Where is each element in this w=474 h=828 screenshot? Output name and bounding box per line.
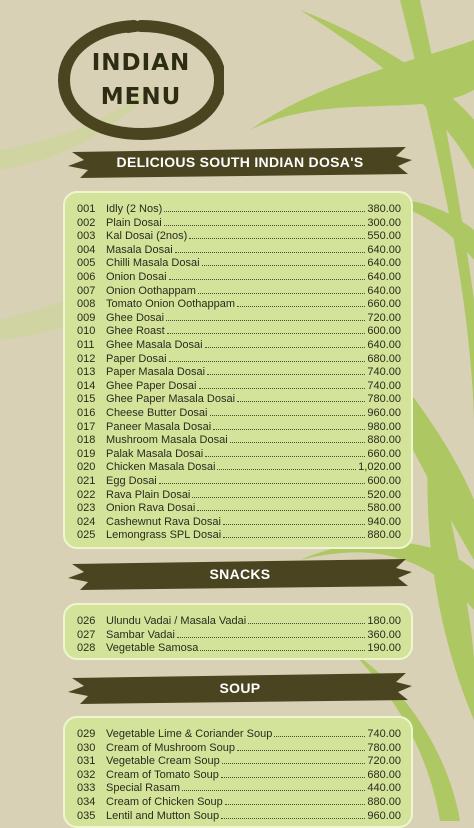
item-name: Cheese Butter Dosai: [106, 407, 208, 419]
section-banner-soup: [66, 670, 414, 706]
dot-leader: [164, 201, 365, 212]
item-name: Chicken Masala Dosai: [106, 461, 216, 474]
item-number: 003: [77, 230, 96, 243]
dot-leader: [221, 808, 365, 819]
item-number: 033: [77, 782, 96, 795]
item-price: 640.00: [367, 257, 401, 270]
item-number: 007: [77, 284, 96, 297]
menu-item: [77, 296, 401, 309]
item-name: Vegetable Lime & Coriander Soup: [106, 728, 273, 740]
item-number: 022: [77, 488, 96, 501]
item-name: Mushroom Masala Dosai: [106, 434, 228, 447]
item-price: 740.00: [367, 728, 401, 740]
item-price: 640.00: [367, 243, 401, 256]
item-price: 940.00: [367, 515, 401, 528]
dot-leader: [213, 419, 365, 430]
item-name: Lemongrass SPL Dosai: [106, 529, 222, 542]
menu-item: [77, 391, 401, 404]
item-price: 740.00: [367, 366, 401, 379]
dot-leader: [167, 323, 366, 334]
item-price: 740.00: [367, 379, 401, 392]
dot-leader: [192, 487, 365, 498]
menu-item: [77, 215, 401, 228]
item-price: 300.00: [367, 216, 401, 229]
item-price: 1,020.00: [358, 461, 401, 474]
menu-item: [77, 613, 401, 626]
item-number: 008: [77, 298, 96, 311]
item-number: 024: [77, 515, 96, 528]
dot-leader: [175, 242, 366, 253]
item-price: 660.00: [367, 298, 401, 311]
item-number: 013: [77, 366, 96, 379]
menu-item: [77, 627, 401, 640]
item-price: 600.00: [367, 475, 401, 487]
item-price: 640.00: [367, 284, 401, 297]
dot-leader: [169, 351, 366, 362]
item-name: Lentil and Mutton Soup: [106, 809, 220, 822]
menu-item: [77, 432, 401, 445]
dot-leader: [166, 310, 365, 321]
menu-item: [77, 242, 401, 255]
menu-item: [77, 487, 401, 500]
menu-item: [77, 323, 401, 336]
item-number: 017: [77, 420, 96, 433]
item-number: 012: [77, 352, 96, 365]
dot-leader: [169, 269, 366, 280]
menu-item: [77, 419, 401, 432]
item-name: Paper Dosai: [106, 352, 167, 365]
item-name: Ghee Paper Dosai: [106, 379, 197, 392]
menu-item: [77, 364, 401, 377]
item-number: 015: [77, 393, 96, 406]
item-price: 360.00: [367, 628, 401, 641]
item-name: Ghee Masala Dosai: [106, 339, 203, 351]
menu-item: [77, 794, 401, 807]
menu-item: [77, 640, 401, 653]
item-number: 023: [77, 502, 96, 515]
menu-panel-dosa: [63, 191, 413, 549]
item-name: Egg Dosai: [106, 475, 157, 487]
item-number: 021: [77, 475, 96, 487]
item-name: Special Rasam: [106, 782, 180, 795]
menu-item: [77, 527, 401, 540]
menu-item: [77, 780, 401, 793]
dot-leader: [182, 780, 365, 791]
item-price: 980.00: [367, 420, 401, 433]
menu-item: [77, 753, 401, 766]
item-price: 680.00: [367, 768, 401, 781]
item-name: Rava Plain Dosai: [106, 488, 191, 501]
dot-leader: [221, 767, 365, 778]
item-number: 034: [77, 796, 96, 808]
item-number: 030: [77, 741, 96, 754]
item-name: Cashewnut Rava Dosai: [106, 515, 221, 528]
dot-leader: [223, 527, 365, 538]
item-name: Tomato Onion Oothappam: [106, 298, 236, 311]
item-number: 006: [77, 271, 96, 283]
item-number: 025: [77, 529, 96, 542]
item-name: Chilli Masala Dosai: [106, 257, 200, 270]
menu-item: [77, 459, 401, 472]
item-number: 020: [77, 461, 96, 474]
item-number: 018: [77, 434, 96, 447]
item-name: Paper Masala Dosai: [106, 366, 206, 379]
item-price: 960.00: [367, 809, 401, 822]
item-number: 001: [77, 203, 96, 215]
menu-item: [77, 337, 401, 350]
menu-item: [77, 228, 401, 241]
item-name: Cream of Chicken Soup: [106, 796, 223, 808]
item-price: 600.00: [367, 325, 401, 338]
dot-leader: [274, 726, 365, 737]
dot-leader: [248, 613, 365, 624]
dot-leader: [222, 753, 366, 764]
menu-item: [77, 446, 401, 459]
dot-leader: [205, 446, 365, 457]
menu-item: [77, 500, 401, 513]
menu-panel-soup: [63, 716, 413, 828]
item-name: Masala Dosai: [106, 243, 173, 256]
dot-leader: [237, 296, 365, 307]
item-name: Vegetable Samosa: [106, 642, 199, 655]
item-name: Ulundu Vadai / Masala Vadai: [106, 615, 247, 627]
item-number: 005: [77, 257, 96, 270]
item-price: 880.00: [367, 796, 401, 808]
item-price: 880.00: [367, 529, 401, 542]
dot-leader: [207, 364, 365, 375]
menu-item: [77, 201, 401, 214]
item-price: 520.00: [367, 488, 401, 501]
section-banner-dosa: [66, 144, 414, 180]
dot-leader: [225, 794, 366, 805]
dot-leader: [237, 740, 365, 751]
dot-leader: [197, 500, 365, 511]
item-price: 640.00: [367, 271, 401, 283]
item-number: 028: [77, 642, 96, 655]
item-number: 035: [77, 809, 96, 822]
item-name: Cream of Mushroom Soup: [106, 741, 235, 754]
item-name: Vegetable Cream Soup: [106, 755, 220, 768]
item-price: 580.00: [367, 502, 401, 515]
item-number: 011: [77, 339, 95, 351]
menu-item: [77, 405, 401, 418]
item-price: 380.00: [367, 203, 401, 215]
dot-leader: [223, 514, 365, 525]
item-number: 027: [77, 628, 96, 641]
item-number: 029: [77, 728, 96, 740]
item-price: 640.00: [367, 339, 401, 351]
item-number: 019: [77, 447, 96, 460]
item-number: 026: [77, 615, 96, 627]
item-number: 004: [77, 243, 96, 256]
brush-circle-icon: [58, 20, 224, 140]
menu-item: [77, 473, 401, 486]
item-number: 014: [77, 379, 96, 392]
item-name: Sambar Vadai: [106, 628, 175, 641]
item-price: 660.00: [367, 447, 401, 460]
item-price: 680.00: [367, 352, 401, 365]
item-name: Palak Masala Dosai: [106, 447, 204, 460]
item-number: 010: [77, 325, 96, 338]
dot-leader: [198, 283, 365, 294]
dot-leader: [210, 405, 366, 416]
menu-item: [77, 726, 401, 739]
menu-item: [77, 351, 401, 364]
dot-leader: [177, 627, 365, 638]
item-name: Ghee Paper Masala Dosai: [106, 393, 236, 406]
dot-leader: [202, 255, 366, 266]
item-name: Idly (2 Nos): [106, 203, 163, 215]
logo-line-2: MENU: [100, 84, 182, 110]
section-banner-snacks: [66, 556, 414, 592]
item-name: Kal Dosai (2nos): [106, 230, 188, 243]
menu-item: [77, 808, 401, 821]
dot-leader: [230, 432, 366, 443]
menu-item: [77, 767, 401, 780]
item-number: 032: [77, 768, 96, 781]
dot-leader: [217, 459, 356, 470]
item-name: Onion Rava Dosai: [106, 502, 196, 515]
menu-item: [77, 310, 401, 323]
menu-item: [77, 269, 401, 282]
item-number: 009: [77, 311, 96, 324]
item-price: 960.00: [367, 407, 401, 419]
dot-leader: [237, 391, 365, 402]
dot-leader: [200, 640, 365, 651]
section-title: SOUP: [219, 680, 261, 696]
dot-leader: [164, 215, 366, 226]
item-name: Ghee Roast: [106, 325, 165, 338]
menu-item: [77, 514, 401, 527]
item-name: Onion Oothappam: [106, 284, 196, 297]
dot-leader: [189, 228, 365, 239]
item-price: 550.00: [367, 230, 401, 243]
logo-line-1: INDIAN: [91, 50, 191, 76]
menu-item: [77, 255, 401, 268]
logo: [58, 20, 224, 140]
item-price: 720.00: [367, 755, 401, 768]
menu-item: [77, 283, 401, 296]
menu-item: [77, 378, 401, 391]
item-number: 002: [77, 216, 96, 229]
section-title: DELICIOUS SOUTH INDIAN DOSA'S: [116, 154, 364, 170]
item-price: 880.00: [367, 434, 401, 447]
item-number: 016: [77, 407, 96, 419]
item-name: Onion Dosai: [106, 271, 167, 283]
item-name: Ghee Dosai: [106, 311, 165, 324]
item-price: 190.00: [367, 642, 401, 655]
dot-leader: [159, 473, 366, 484]
item-price: 440.00: [367, 782, 401, 795]
dot-leader: [205, 337, 366, 348]
menu-panel-snacks: [63, 603, 413, 660]
item-price: 720.00: [367, 311, 401, 324]
item-name: Paneer Masala Dosai: [106, 420, 212, 433]
menu-item: [77, 740, 401, 753]
item-price: 180.00: [367, 615, 401, 627]
section-title: SNACKS: [209, 566, 271, 582]
dot-leader: [199, 378, 366, 389]
item-price: 780.00: [367, 741, 401, 754]
item-price: 780.00: [367, 393, 401, 406]
item-name: Plain Dosai: [106, 216, 162, 229]
item-number: 031: [77, 755, 96, 768]
item-name: Cream of Tomato Soup: [106, 768, 219, 781]
